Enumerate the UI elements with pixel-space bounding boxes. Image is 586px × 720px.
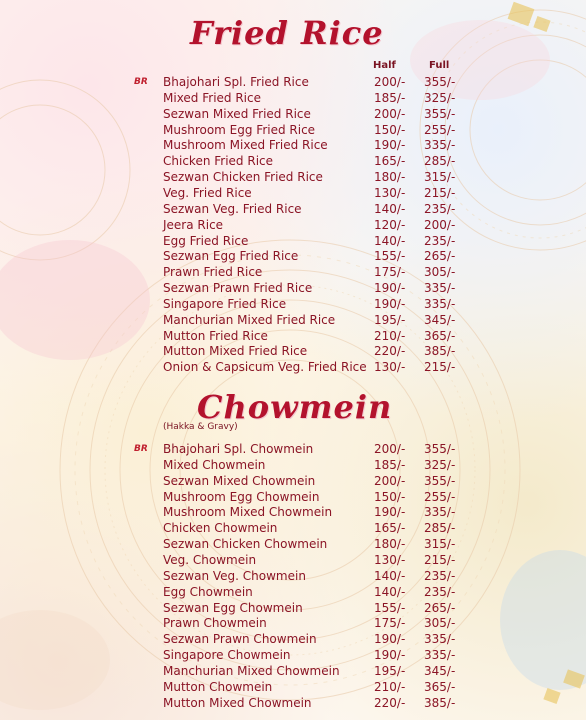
brand-logo-icon: BR: [134, 77, 148, 87]
full-price: 285/-: [424, 154, 456, 169]
item-name: Mutton Fried Rice: [163, 328, 268, 343]
item-name: Sezwan Chicken Fried Rice: [163, 170, 323, 185]
half-price: 190/-: [374, 648, 406, 663]
menu-item-row: [0, 504, 586, 520]
item-name: Prawn Fried Rice: [163, 265, 263, 280]
item-name: Sezwan Egg Chowmein: [163, 600, 303, 615]
full-price: 355/-: [424, 473, 456, 488]
item-name: Mushroom Mixed Chowmein: [163, 505, 333, 520]
half-price: 195/-: [374, 663, 406, 678]
half-price: 140/-: [374, 201, 406, 216]
full-price: 335/-: [424, 505, 456, 520]
item-name: Singapore Fried Rice: [163, 296, 287, 311]
item-name: Bhajohari Spl. Fried Rice: [163, 75, 309, 89]
item-name: Manchurian Mixed Chowmein: [163, 663, 340, 678]
half-price: 155/-: [374, 600, 406, 615]
half-price: 200/-: [374, 473, 406, 488]
menu-item-row: [0, 153, 586, 169]
menu-item-row: [0, 280, 586, 296]
item-name: Mutton Mixed Fried Rice: [163, 344, 308, 359]
half-price: 165/-: [374, 521, 406, 536]
half-price: 165/-: [374, 154, 406, 169]
full-price: 355/-: [424, 442, 456, 456]
item-name: Chicken Fried Rice: [163, 154, 274, 169]
full-price: 335/-: [424, 632, 456, 647]
fried-rice-title: Fried Rice: [190, 14, 384, 52]
half-price: 120/-: [374, 217, 406, 232]
item-name: Mushroom Egg Fried Rice: [163, 122, 316, 137]
full-price: 315/-: [424, 537, 456, 552]
menu-item-row: [0, 520, 586, 536]
half-price: 130/-: [374, 552, 406, 567]
menu-item-row: [0, 185, 586, 201]
half-column-header: Half: [373, 60, 396, 71]
full-price: 315/-: [424, 170, 456, 185]
menu-item-row: [0, 615, 586, 631]
full-price: 235/-: [424, 584, 456, 599]
half-price: 220/-: [374, 695, 406, 710]
full-price: 335/-: [424, 138, 456, 153]
chowmein-subtitle: (Hakka & Gravy): [163, 422, 238, 432]
full-price: 305/-: [424, 265, 456, 280]
half-price: 190/-: [374, 296, 406, 311]
half-price: 180/-: [374, 170, 406, 185]
full-price: 265/-: [424, 249, 456, 264]
item-name: Manchurian Mixed Fried Rice: [163, 312, 336, 327]
full-price: 325/-: [424, 457, 456, 472]
menu-item-row: [0, 233, 586, 249]
full-price: 235/-: [424, 233, 456, 248]
half-price: 210/-: [374, 679, 406, 694]
menu-item-row: [0, 106, 586, 122]
full-price: 235/-: [424, 568, 456, 583]
half-price: 190/-: [374, 281, 406, 296]
menu-item-row: [0, 631, 586, 647]
full-price: 365/-: [424, 679, 456, 694]
menu-item-row: [0, 489, 586, 505]
menu-item-row: [0, 663, 586, 679]
half-price: 200/-: [374, 442, 406, 456]
half-price: 150/-: [374, 489, 406, 504]
half-price: 190/-: [374, 505, 406, 520]
menu-item-row: [0, 296, 586, 312]
full-price: 335/-: [424, 281, 456, 296]
full-price: 215/-: [424, 185, 456, 200]
half-price: 155/-: [374, 249, 406, 264]
menu-item-row: [0, 217, 586, 233]
item-name: Sezwan Prawn Fried Rice: [163, 281, 313, 296]
item-name: Mutton Chowmein: [163, 679, 273, 694]
full-price: 235/-: [424, 201, 456, 216]
item-name: Sezwan Mixed Chowmein: [163, 473, 316, 488]
item-name: Bhajohari Spl. Chowmein: [163, 442, 314, 456]
menu-item-row: [0, 169, 586, 185]
half-price: 180/-: [374, 537, 406, 552]
half-price: 200/-: [374, 106, 406, 121]
half-price: 220/-: [374, 344, 406, 359]
menu-item-row: [0, 695, 586, 711]
half-price: 150/-: [374, 122, 406, 137]
full-price: 325/-: [424, 90, 456, 105]
menu-item-row: [0, 328, 586, 344]
item-name: Egg Fried Rice: [163, 233, 249, 248]
item-name: Onion & Capsicum Veg. Fried Rice: [163, 360, 367, 375]
half-price: 140/-: [374, 568, 406, 583]
item-name: Sezwan Mixed Fried Rice: [163, 106, 311, 121]
menu-item-row: [0, 552, 586, 568]
item-name: Prawn Chowmein: [163, 616, 267, 631]
item-name: Singapore Chowmein: [163, 648, 291, 663]
item-name: Jeera Rice: [163, 217, 224, 232]
item-name: Mixed Fried Rice: [163, 90, 261, 105]
full-price: 345/-: [424, 312, 456, 327]
menu-item-row: [0, 584, 586, 600]
full-price: 215/-: [424, 360, 456, 375]
menu-item-row: [0, 264, 586, 280]
half-price: 200/-: [374, 75, 406, 89]
half-price: 140/-: [374, 233, 406, 248]
item-name: Sezwan Egg Fried Rice: [163, 249, 299, 264]
menu-item-row: [0, 74, 586, 90]
half-price: 185/-: [374, 457, 406, 472]
menu-item-row: [0, 122, 586, 138]
full-price: 345/-: [424, 663, 456, 678]
menu-item-row: [0, 473, 586, 489]
item-name: Sezwan Chicken Chowmein: [163, 537, 328, 552]
chowmein-title: Chowmein: [197, 388, 393, 426]
full-price: 385/-: [424, 344, 456, 359]
menu-item-row: [0, 201, 586, 217]
full-price: 365/-: [424, 328, 456, 343]
half-price: 175/-: [374, 616, 406, 631]
item-name: Sezwan Veg. Chowmein: [163, 568, 306, 583]
item-name: Mutton Mixed Chowmein: [163, 695, 312, 710]
full-price: 355/-: [424, 75, 456, 89]
menu-item-row: [0, 343, 586, 359]
item-name: Sezwan Veg. Fried Rice: [163, 201, 302, 216]
item-name: Sezwan Prawn Chowmein: [163, 632, 317, 647]
menu-item-row: [0, 312, 586, 328]
menu-item-row: [0, 679, 586, 695]
half-price: 195/-: [374, 312, 406, 327]
menu-item-row: [0, 536, 586, 552]
menu-item-row: [0, 137, 586, 153]
menu-item-row: [0, 248, 586, 264]
half-price: 130/-: [374, 185, 406, 200]
full-price: 335/-: [424, 648, 456, 663]
item-name: Mixed Chowmein: [163, 457, 266, 472]
full-price: 285/-: [424, 521, 456, 536]
full-price: 255/-: [424, 122, 456, 137]
half-price: 130/-: [374, 360, 406, 375]
full-price: 255/-: [424, 489, 456, 504]
menu-item-row: [0, 647, 586, 663]
menu-item-row: [0, 359, 586, 375]
half-price: 175/-: [374, 265, 406, 280]
full-price: 215/-: [424, 552, 456, 567]
item-name: Mushroom Mixed Fried Rice: [163, 138, 328, 153]
full-column-header: Full: [429, 60, 450, 71]
menu-item-row: [0, 90, 586, 106]
item-name: Egg Chowmein: [163, 584, 253, 599]
item-name: Veg. Chowmein: [163, 552, 257, 567]
menu-item-row: [0, 441, 586, 457]
item-name: Chicken Chowmein: [163, 521, 278, 536]
item-name: Veg. Fried Rice: [163, 185, 252, 200]
menu-item-row: [0, 600, 586, 616]
item-name: Mushroom Egg Chowmein: [163, 489, 320, 504]
half-price: 185/-: [374, 90, 406, 105]
half-price: 190/-: [374, 632, 406, 647]
half-price: 190/-: [374, 138, 406, 153]
full-price: 335/-: [424, 296, 456, 311]
full-price: 305/-: [424, 616, 456, 631]
menu-item-row: [0, 457, 586, 473]
menu-item-row: [0, 568, 586, 584]
full-price: 355/-: [424, 106, 456, 121]
half-price: 140/-: [374, 584, 406, 599]
full-price: 385/-: [424, 695, 456, 710]
half-price: 210/-: [374, 328, 406, 343]
brand-logo-icon: BR: [134, 444, 148, 454]
full-price: 200/-: [424, 217, 456, 232]
full-price: 265/-: [424, 600, 456, 615]
